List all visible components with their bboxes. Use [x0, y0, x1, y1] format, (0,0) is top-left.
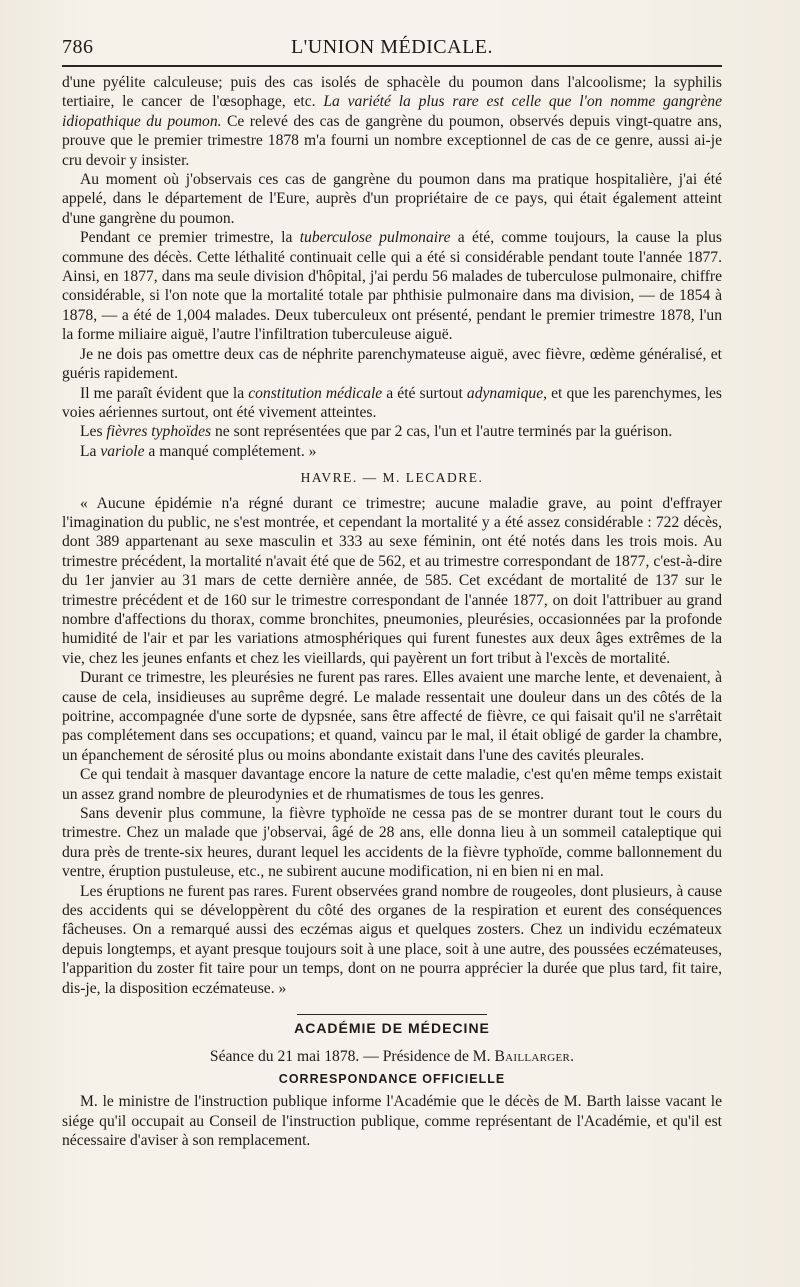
paragraph-havre-pleuresies: Durant ce trimestre, les pleurésies ne furent pas rares. Elles avaient une marche lente, et devenaient, à cause de cela, insidieuses au suprême degré. Le malade ressentait une douleur dans un des côtés de la poitrine, accompagnée d'une sorte de dypsnée, sans être affecté de fièvre, ce qui faisait qu'il ne s'arrêtait pas complétement dans ses occupations; et quand, vaincu par le mal, il était obligé de garder la chambre, un épanchement de sérosité plus ou moins abondante existait dans l'une des cavités pleurales. — [62, 669, 722, 764]
paragraph-nephrite: Je ne dois pas omettre deux cas de néphrite parenchymateuse aiguë, avec fièvre, œdème généralisé, et guéris rapidement. — [62, 345, 722, 383]
text-run: d'une pyélite calculeuse; puis des cas isolés de sphacèle du poumon dans l'alcoolisme; la syphilis tertiaire, le cancer de l'œsophage, etc. — [62, 74, 722, 111]
journal-title: L'UNION MÉDICALE. — [290, 36, 494, 58]
paragraph-gangrene — [62, 73, 722, 170]
text-run: . — [570, 1047, 575, 1065]
page-header — [62, 36, 722, 67]
italic-run: La variété la plus rare est celle que l'on nomme gangrène idiopathique du poumon. — [62, 93, 722, 130]
text-run: ne sont représentées que par 2 cas, l'un et l'autre terminés par la guérison. — [211, 423, 673, 441]
italic-run: adynamique — [466, 384, 544, 402]
correspondance-heading: CORRESPONDANCE OFFICIELLE — [278, 1071, 506, 1086]
paragraph-tuberculose — [62, 228, 722, 344]
paragraph-havre-typhoide: Sans devenir plus commune, la fièvre typhoïde ne cessa pas de se montrer durant tout le cours du trimestre. Chez un malade que j'observai, âgé de 28 ans, elle donna lieu à un sommeil cataleptique qui dura près de trente-six heures, durant lequel les accidents de la fièvre typhoïde, comme ballonnement du ventre, éruption pustuleuse, etc., ne subirent aucune modification, ni en bien ni en mal. — [62, 805, 722, 881]
section-heading-havre: HAVRE. — M. LECADRE. — [300, 470, 484, 486]
paragraph-variole — [62, 442, 722, 461]
text-run: La — [80, 442, 101, 460]
text-run: Séance du 21 mai 1878. — Présidence de M. — [209, 1047, 495, 1065]
seance-line — [62, 1047, 722, 1066]
article-body — [62, 73, 722, 1151]
text-run: , et que les parenchymes, les voies aériennes surtout, ont été vivement atteintes. — [62, 384, 722, 421]
text-run: Il me paraît évident que la — [80, 384, 249, 402]
paragraph-eure: Au moment où j'observais ces cas de gangrène du poumon dans ma pratique hospitalière, j'ai été appelé, dans le département de l'Eure, auprès d'un propriétaire de ce pays, qui était également atteint d'une gangrène du poumon. — [62, 171, 722, 227]
paragraph-havre-pleurodynies: Ce qui tendait à masquer davantage encore la nature de cette maladie, c'est qu'en même temps existait un assez grand nombre de pleurodynies et de rhumatismes de tous les genres. — [62, 766, 722, 803]
paragraph-havre-mortalite: « Aucune épidémie n'a régné durant ce trimestre; aucune maladie grave, au point d'effrayer l'imagination du public, ne s'est montrée, et cependant la mortalité y a été assez considérable : 722 décès, dont 389 appartenant au sexe masculin et 333 au sexe féminin, ont été notés dans les trois mois. Au trimestre précédent, la mortalité n'avait été que de 562, et au trimestre correspondant de 1877, c'est-à-dire du 1er janvier au 31 mars de cette dernière année, de 585. Cet excédant de mortalité de 137 sur le trimestre précédent et de 160 sur le trimestre correspondant de l'année 1877, on doit l'attribuer au grand nombre d'affections du thorax, comme bronchites, pneumonies, pleurésies, occasionnées par la profonde humidité de l'air et par les variations atmosphériques qui furent funestes aux deux âges extrêmes de la vie, chez les jeunes enfants et chez les vieillards, qui payèrent un fort tribut à l'excès de mortalité. — [62, 494, 722, 667]
text-run: Pendant ce premier trimestre, la — [80, 229, 300, 247]
page-number: 786 — [62, 36, 94, 58]
text-run: Les — [80, 423, 107, 441]
text-run: a été surtout — [382, 384, 467, 402]
italic-run: variole — [100, 442, 145, 460]
paragraph-ministre: M. le ministre de l'instruction publique informe l'Académie que le décès de M. Barth laisse vacant le siége qu'il occupait au Conseil de l'instruction publique, comme représentant de l'Académie, et qu'il est nécessaire d'aviser à son remplacement. — [62, 1093, 722, 1150]
text-run: a manqué complétement. » — [144, 442, 317, 460]
italic-run: fièvres typhoïdes — [106, 423, 212, 441]
paragraph-typhoides — [62, 422, 722, 441]
text-run: a été, comme toujours, la cause la plus commune des décès. Cette léthalité continuait celle qui a été si considérable pendant toute l'année 1877. Ainsi, en 1877, dans ma seule division d'hôpital, j'ai perdu 56 malades de tuberculose pulmonaire, chiffre considérable, si l'on note que la mortalité totale par phthisie pulmonaire dans ma division, — de 1854 à 1878, — a été de 1,004 malades. Deux tuberculeux ont présenté, pendant le premier trimestre 1878, l'un la forme miliaire aiguë, l'autre l'infiltration tuberculeuse aiguë. — [62, 229, 722, 344]
president-name: Baillarger — [494, 1047, 571, 1065]
text-run: Ce relevé des cas de gangrène du poumon, observés depuis vingt-quatre ans, prouve que le premier trimestre 1878 m'a fourni un nombre exceptionnel de cas de ce genre, aussi ai-je cru devoir y insister. — [62, 112, 722, 169]
paragraph-havre-eruptions: Les éruptions ne furent pas rares. Furent observées grand nombre de rougeoles, dont plusieurs, à cause des accidents qui se développèrent du côté des organes de la respiration et eurent des conséquences fâcheuses. On a remarqué aussi des eczémas aigus et quelques zosters. Chez un individu eczémateux depuis longtemps, et ayant presque toujours soit à une place, soit à une autre, des poussées eczémateuses, l'apparition du zoster fit taire pour un temps, dont on ne pourra apprécier la durée que plus tard, fit taire, dis-je, la disposition eczémateuse. » — [62, 882, 722, 997]
academy-title: ACADÉMIE DE MÉDECINE — [294, 1020, 490, 1037]
italic-run: tuberculose pulmonaire — [299, 229, 451, 247]
italic-run: constitution médicale — [248, 384, 383, 402]
paragraph-constitution — [62, 384, 722, 423]
section-divider — [297, 1014, 487, 1015]
